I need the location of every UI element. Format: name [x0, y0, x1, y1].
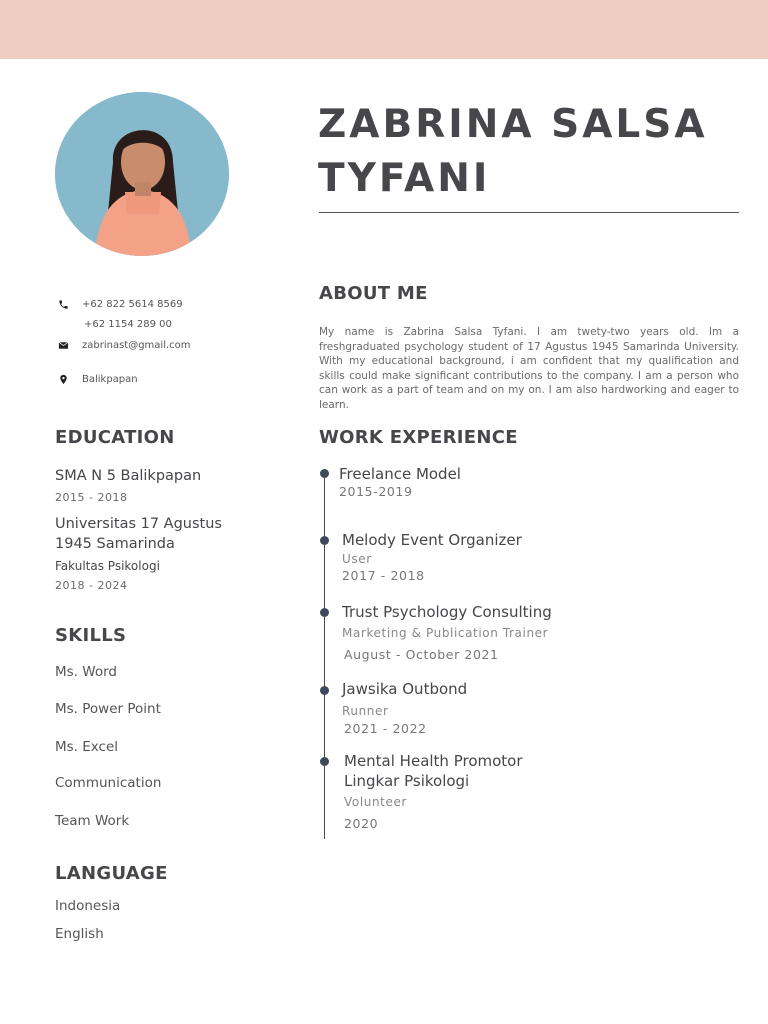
job-years: 2021 - 2022	[344, 721, 427, 736]
skill-item: Ms. Word	[55, 664, 117, 680]
job-role: Runner	[342, 704, 389, 718]
timeline-dot	[320, 469, 329, 478]
candidate-last-name: TYFANI	[318, 156, 491, 201]
phone-number-2: +62 1154 289 00	[84, 319, 172, 330]
timeline-dot	[320, 536, 329, 545]
profile-photo	[55, 92, 229, 256]
job-years: August - October 2021	[344, 647, 499, 662]
candidate-first-name: ZABRINA SALSA	[318, 102, 708, 147]
skill-item: Ms. Power Point	[55, 701, 161, 717]
job-title: Freelance Model	[339, 465, 461, 483]
contact-phone-1	[57, 298, 183, 310]
timeline-line	[324, 474, 325, 839]
job-title: Melody Event Organizer	[342, 531, 522, 549]
skill-item: Team Work	[55, 813, 130, 829]
timeline-dot	[320, 757, 329, 766]
about-me-text: My name is Zabrina Salsa Tyfani. I am twety-two years old. Im a freshgraduated psychology student of 17 Agustus 1945 Samarinda University. With my educational background, i am confident that my qualification and skills could make significant contributions to the company. I am a person who can work as a part of team and on my on. I am also hardworking and eager to learn.	[319, 326, 739, 411]
phone-number-1: +62 822 5614 8569	[82, 298, 183, 310]
skill-item: Communication	[55, 775, 162, 791]
timeline-dot	[320, 608, 329, 617]
language-item: English	[55, 926, 104, 942]
language-heading: LANGUAGE	[55, 863, 168, 884]
job-title: Jawsika Outbond	[342, 680, 468, 698]
education-heading: EDUCATION	[55, 427, 175, 448]
location-pin-icon	[57, 373, 69, 385]
name-divider	[319, 212, 739, 213]
job-years: 2020	[344, 816, 379, 831]
top-color-band	[0, 0, 768, 59]
education-faculty: Fakultas Psikologi	[55, 559, 160, 573]
job-years: 2015-2019	[339, 484, 413, 499]
education-years-2: 2018 - 2024	[55, 579, 128, 592]
email-address: zabrinast@gmail.com	[82, 339, 191, 351]
job-title-line-1: Mental Health Promotor	[344, 752, 523, 770]
job-role: Volunteer	[344, 795, 407, 809]
mail-icon	[57, 339, 69, 351]
timeline-dot	[320, 686, 329, 695]
contact-location	[57, 373, 138, 385]
contact-phone-2	[84, 319, 172, 330]
skills-heading: SKILLS	[55, 625, 127, 646]
job-title-line-2: Lingkar Psikologi	[344, 772, 470, 790]
education-years-1: 2015 - 2018	[55, 491, 128, 504]
skill-item: Ms. Excel	[55, 739, 119, 755]
about-me-heading: ABOUT ME	[319, 283, 428, 304]
candidate-name	[318, 98, 738, 206]
language-item: Indonesia	[55, 898, 121, 914]
job-years: 2017 - 2018	[342, 568, 425, 583]
education-school-2-line-1: Universitas 17 Agustus	[55, 516, 222, 532]
education-school-2-line-2: 1945 Samarinda	[55, 536, 175, 552]
education-school-1: SMA N 5 Balikpapan	[55, 468, 202, 484]
job-role: Marketing & Publication Trainer	[342, 626, 549, 640]
phone-icon	[57, 298, 69, 310]
work-experience-heading: WORK EXPERIENCE	[319, 427, 518, 448]
job-role: User	[342, 552, 372, 566]
location-text: Balikpapan	[82, 373, 138, 385]
contact-email	[57, 339, 191, 351]
job-title: Trust Psychology Consulting	[342, 603, 552, 621]
